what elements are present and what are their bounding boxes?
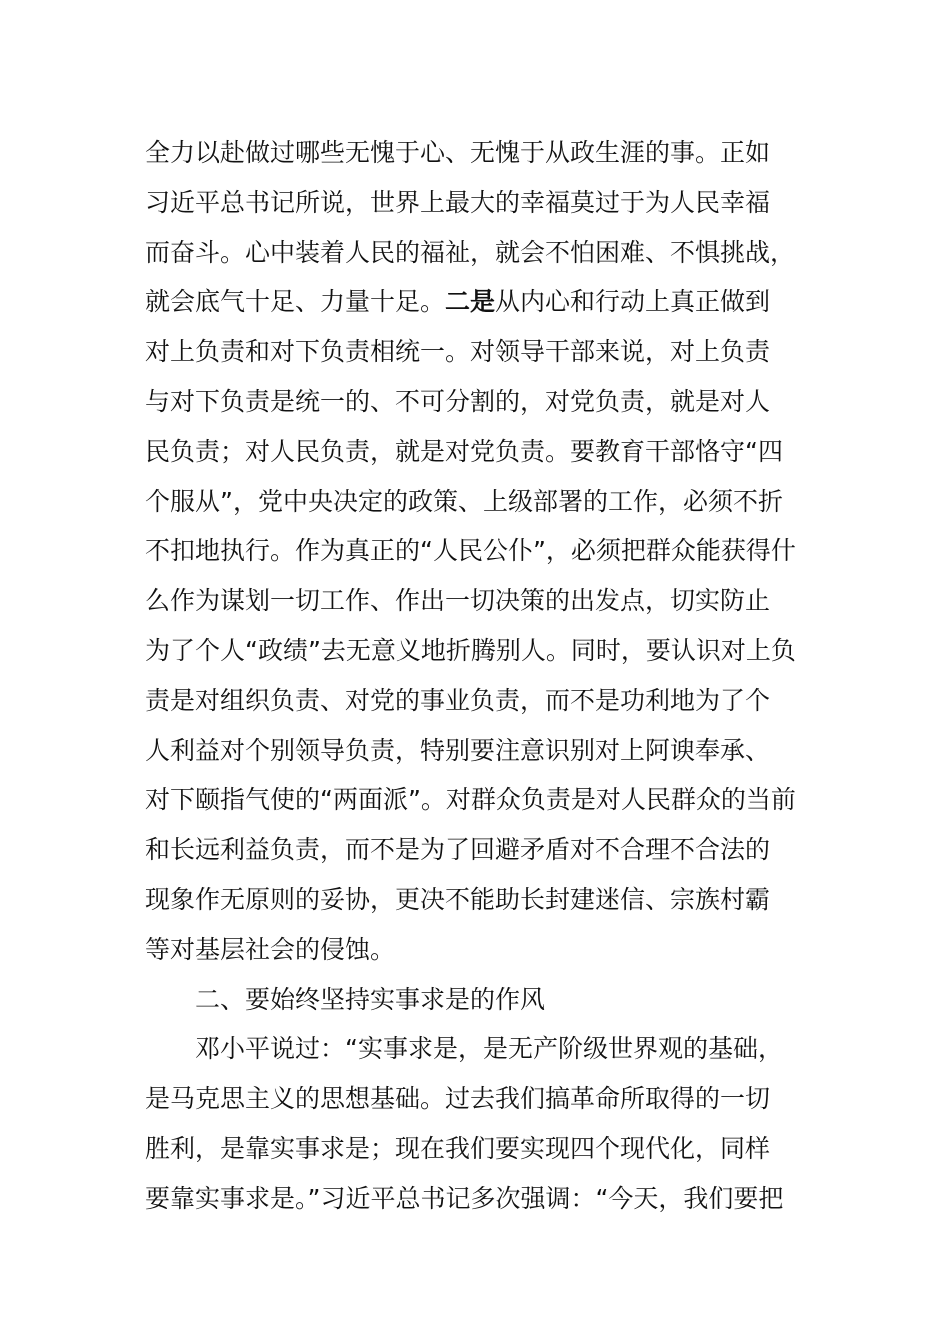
text-line-13 [145,726,807,776]
text-run: 责是对组织负责、对党的事业负责，而不是功利地为了个 [145,685,771,715]
text-run: 等对基层社会的侵蚀。 [145,934,396,964]
text-line-8 [145,477,807,527]
text-run: 要靠实事求是。”习近平总书记多次强调：“今天，我们要把 [145,1183,784,1213]
text-run: 为了个人“政绩”去无意义地折腾别人。同时，要认识对上负 [145,635,796,665]
text-run: 现象作无原则的妥协，更决不能助长封建迷信、宗族村霸 [145,884,771,914]
text-run: 而奋斗。心中装着人民的福祉，就会不怕困难、不惧挑战， [145,237,796,267]
text-run: 与对下负责是统一的、不可分割的，对党负责，就是对人 [145,386,771,416]
text-run: 就会底气十足、力量十足。 [145,287,446,317]
text-run: 对上负责和对下负责相统一。对领导干部来说，对上负责 [145,337,771,367]
text-line-14 [145,775,807,825]
text-run: 和长远利益负责，而不是为了回避矛盾对不合理不合法的 [145,835,771,865]
section-heading-text: 二、要始终坚持实事求是的作风 [195,984,546,1014]
text-line-5 [145,327,807,377]
text-line-17 [145,925,807,975]
text-run: 是马克思主义的思想基础。过去我们搞革命所取得的一切 [145,1084,771,1114]
text-run: 民负责；对人民负责，就是对党负责。要教育干部恪守“四 [145,436,783,466]
text-line-4 [145,277,807,327]
text-line-15 [145,825,807,875]
text-line-3 [145,228,807,278]
text-run: 不扣地执行。作为真正的“人民公仆”，必须把群众能获得什 [145,536,796,566]
text-run: 从内心和行动上真正做到 [495,287,771,317]
text-line-10 [145,576,807,626]
section-heading [145,975,807,1025]
text-run: 胜利，是靠实事求是；现在我们要实现四个现代化，同样 [145,1133,771,1163]
text-line-11 [145,626,807,676]
text-run: 全力以赴做过哪些无愧于心、无愧于从政生涯的事。正如 [145,138,771,167]
text-line-1 [145,128,807,178]
text-line-19 [145,1024,807,1074]
document-body [145,128,807,1224]
text-line-12 [145,676,807,726]
text-line-2 [145,178,807,228]
text-run: 邓小平说过：“实事求是，是无产阶级世界观的基础， [195,1034,783,1064]
text-run: 习近平总书记所说，世界上最大的幸福莫过于为人民幸福 [145,187,771,217]
text-run: 个服从”，党中央决定的政策、上级部署的工作，必须不折 [145,486,783,516]
text-run: 对下颐指气使的“两面派”。对群众负责是对人民群众的当前 [145,785,796,815]
text-line-9 [145,526,807,576]
text-run: 么作为谋划一切工作、作出一切决策的出发点，切实防止 [145,586,771,616]
text-line-20 [145,1074,807,1124]
text-line-16 [145,875,807,925]
text-line-21 [145,1124,807,1174]
bold-heading-run: 二是 [445,287,496,317]
text-run: 人利益对个别领导负责，特别要注意识别对上阿谀奉承、 [145,735,771,765]
text-line-6 [145,377,807,427]
text-line-22 [145,1174,807,1224]
text-line-7 [145,427,807,477]
